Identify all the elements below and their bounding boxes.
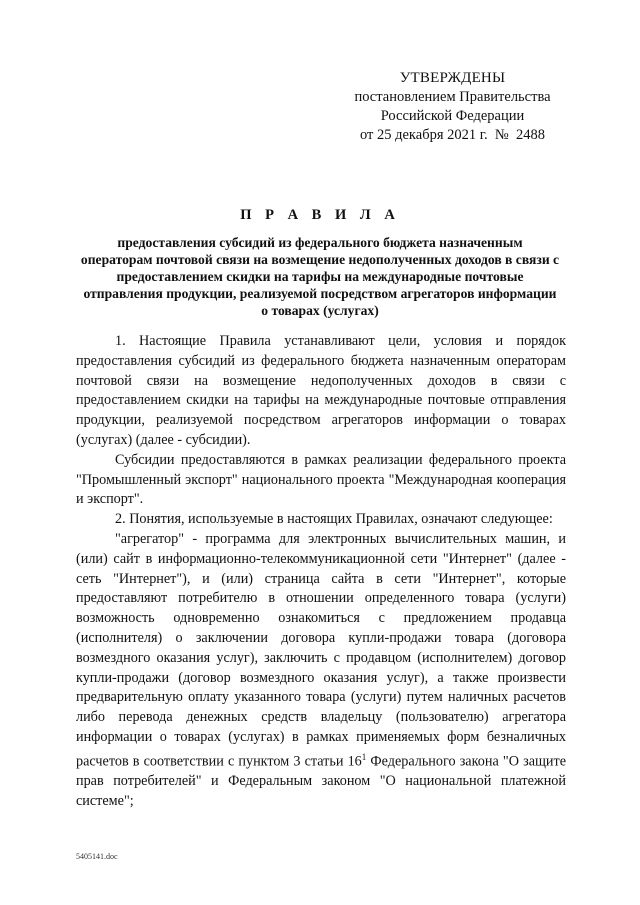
document-subheading: предоставления субсидий из федерального бюджета назначенным операторам почтовой связи на возмещение недополученных доходов в связи с предоставлением скидки на тарифы на международные почтовые отправления продукции, реализуемой посредством агрегаторов информации о товарах (услугах): [80, 235, 560, 318]
document-heading: П Р А В И Л А: [240, 207, 400, 223]
approval-line-3: от 25 декабря 2021 г. № 2488: [359, 127, 546, 143]
approval-line-1: постановлением Правительства: [354, 89, 551, 105]
paragraph-1: 1. Настоящие Правила устанавливают цели, условия и порядок предоставления субсидий из федерального бюджета назначенным операторам почтовой связи на возмещение недополученных доходов в связи с предоставлением скидки на тарифы на международные почтовые отправления продукции, реализуемой посредством агрегаторов информации о товарах (услугах) (далее - субсидии).: [76, 333, 566, 448]
approval-stamp: [330, 69, 575, 145]
definition-superscript: 1: [361, 751, 367, 762]
paragraph-2: Субсидии предоставляются в рамках реализации федерального проекта "Промышленный экспорт" национального проекта "Международная кооперация и экспорт".: [76, 451, 566, 508]
definition-text-part-2: Федерального закона "О защите прав потребителей" и Федеральным законом "О национальной платежной системе";: [76, 753, 567, 810]
definition-paragraph: [76, 530, 566, 812]
document-footer-filename: 5405141.doc: [76, 852, 118, 861]
definition-text-part-1: "агрегатор" - программа для электронных вычислительных машин, и (или) сайт в информационно-телекоммуникационной сети "Интернет" (далее - сеть "Интернет"), и (или) страница сайта в сети "Интернет", которые предоставляют потребителю в отношении определенного товара (услуги) возможность одновременно ознакомиться с предложением продавца (исполнителя) о заключении договора купли-продажи товара (договора возмездного оказания услуг), заключить с продавцом (исполнителем) договор купли-продажи (договор возмездного оказания услуг), а также произвести предварительную оплату указанного товара (услуги) путем наличных расчетов либо перевода денежных средств владельцу (пользователю) агрегатора информации о товарах (услугах) в рамках применяемых форм безналичных расчетов в соответствии с пунктом 3 статьи 16: [76, 530, 566, 770]
document-body: [76, 332, 566, 812]
approval-line-2: Российской Федерации: [380, 108, 525, 124]
paragraph-3: 2. Понятия, используемые в настоящих Правилах, означают следующее:: [115, 511, 553, 528]
approval-title: УТВЕРЖДЕНЫ: [399, 70, 506, 86]
